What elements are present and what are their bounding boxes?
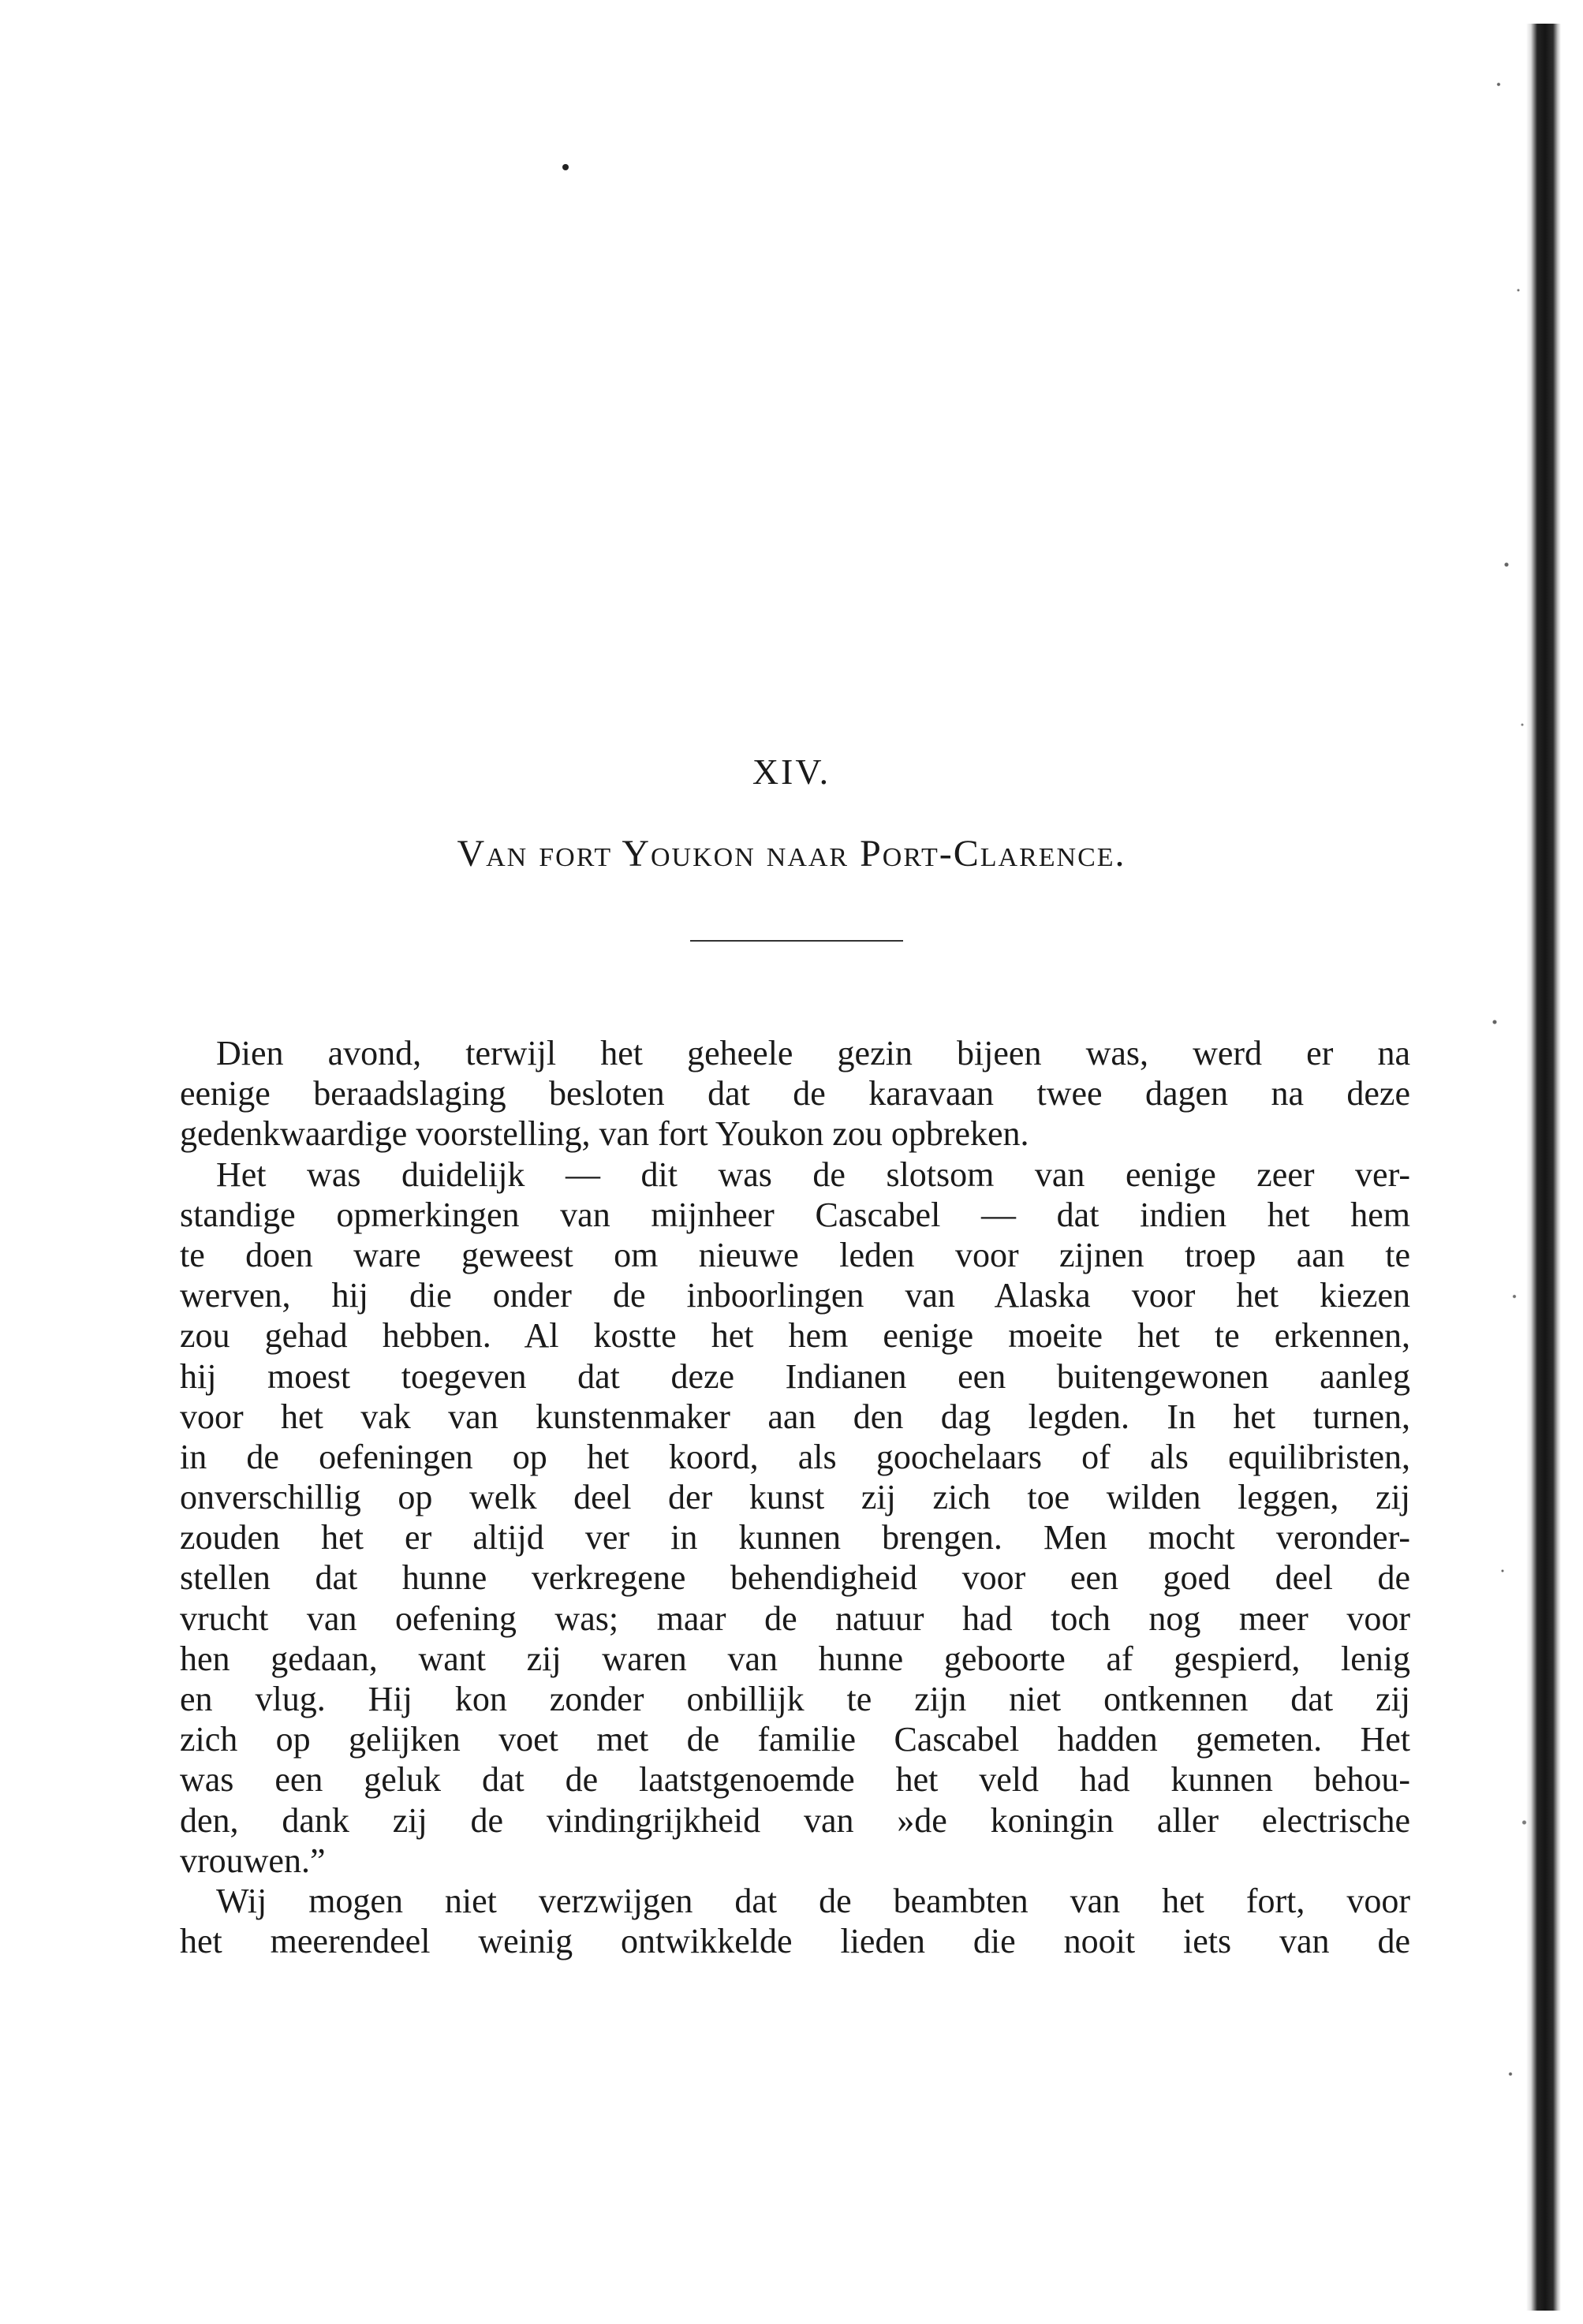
text-line: vrucht van oefening was; maar de natuur had toch nog meer voor [180, 1598, 1410, 1638]
text-line: Wij mogen niet verzwijgen dat de beambten van het fort, voor [216, 1881, 1410, 1920]
binding-specks [1491, 16, 1530, 2303]
text-line: eenige beraadslaging besloten dat de karavaan twee dagen na deze [180, 1074, 1410, 1114]
text-line: zouden het er altijd ver in kunnen brengen. Men mocht veronder- [180, 1518, 1410, 1557]
text-line: gedenkwaardige voorstelling, van fort Youkon zou opbreken. [180, 1114, 1029, 1154]
text-line: was een geluk dat de laatstgenoemde het veld had kunnen behou- [180, 1760, 1410, 1800]
text-line: hij moest toegeven dat deze Indianen een buitengewonen aanleg [180, 1356, 1410, 1396]
text-line: den, dank zij de vindingrijkheid van »de koningin aller electrische [180, 1800, 1410, 1840]
text-line: het meerendeel weinig ontwikkelde lieden die nooit iets van de [180, 1922, 1410, 1961]
text-line: Het was duidelijk — dit was de slotsom van eenige zeer ver- [216, 1155, 1410, 1194]
text-line: en vlug. Hij kon zonder onbillijk te zijn niet ontkennen dat zij [180, 1680, 1410, 1718]
text-line: standige opmerkingen van mijnheer Cascabel — dat indien het hem [180, 1195, 1410, 1234]
text-line: hen gedaan, want zij waren van hunne geboorte af gespierd, lenig [180, 1639, 1410, 1678]
ink-speck [562, 164, 569, 170]
text-line: onverschillig op welk deel der kunst zij zich toe wilden leggen, zij [180, 1478, 1410, 1517]
text-line: stellen dat hunne verkregene behendigheid voor een goed deel de [180, 1558, 1410, 1598]
binding-edge [1526, 24, 1561, 2311]
text-line: werven, hij die onder de inboorlingen van Alaska voor het kiezen [180, 1276, 1410, 1315]
text-line: in de oefeningen op het koord, als goochelaars of als equilibristen, [180, 1437, 1410, 1476]
title-divider [690, 940, 903, 942]
text-line: zich op gelijken voet met de familie Cascabel hadden gemeten. Het [180, 1720, 1410, 1759]
text-line: Dien avond, terwijl het geheele gezin bijeen was, werd er na [216, 1034, 1410, 1072]
chapter-body [180, 1033, 1410, 1961]
chapter-title: Van fort Youkon naar Port-Clarence. [457, 833, 1126, 875]
text-line: voor het vak van kunstenmaker aan den dag legden. In het turnen, [180, 1397, 1410, 1436]
text-line: zou gehad hebben. Al kostte het hem eenige moeite het te erkennen, [180, 1316, 1410, 1356]
text-line: vrouwen.” [180, 1841, 326, 1880]
text-line: te doen ware geweest om nieuwe leden voor zijnen troep aan te [180, 1235, 1410, 1274]
chapter-number: XIV. [752, 752, 831, 792]
